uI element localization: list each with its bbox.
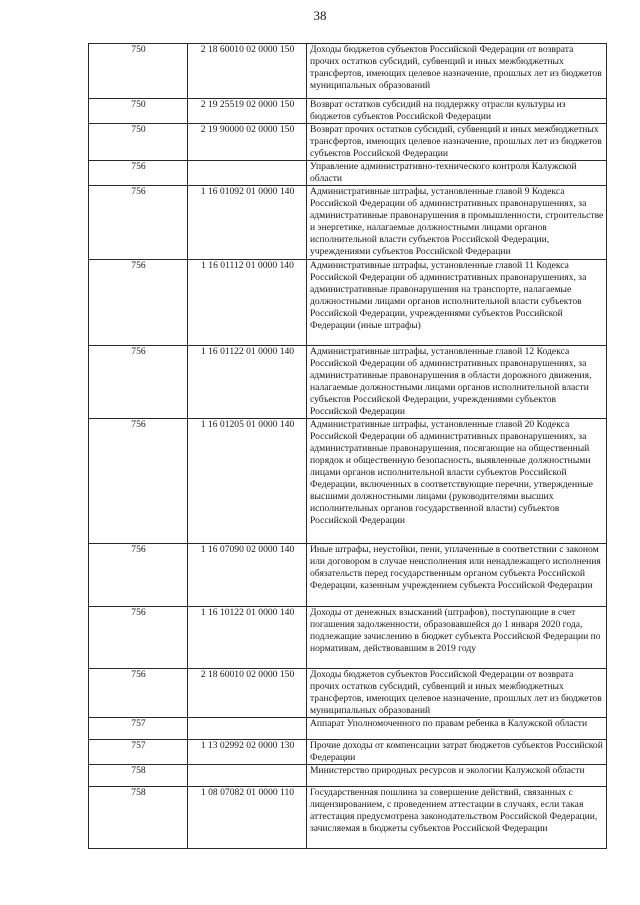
budget-code-cell xyxy=(188,765,307,787)
revenue-name-cell: Доходы бюджетов субъектов Российской Федерации от возврата прочих остатков субсидий, субвенций и иных межбюджетных трансфертов, имеющих целевое назначение, прошлых лет из бюджетов муниципальных образований xyxy=(307,669,607,718)
table-row xyxy=(89,99,607,124)
admin-code-cell: 756 xyxy=(89,607,188,669)
admin-code-cell: 758 xyxy=(89,765,188,787)
budget-code-cell: 2 19 90000 02 0000 150 xyxy=(188,124,307,161)
revenue-name-cell: Иные штрафы, неустойки, пени, уплаченные в соответствии с законом или договором в случае неисполнения или ненадлежащего исполнения обязательств перед государственным органом субъекта Российской Федерации, казенным учреждением субъекта Российской Федерации xyxy=(307,544,607,607)
admin-code-cell: 756 xyxy=(89,186,188,260)
revenue-name-cell: Управление административно-технического контроля Калужской области xyxy=(307,161,607,186)
table-row xyxy=(89,740,607,765)
revenue-name-cell: Административные штрафы, установленные главой 12 Кодекса Российской Федерации об административных правонарушениях, за административные правонарушения в области дорожного движения, налагаемые должностными лицами органов исполнительной власти субъектов Российской Федерации, учреждениями субъектов Российской Федерации xyxy=(307,346,607,419)
budget-code-cell: 2 19 25519 02 0000 150 xyxy=(188,99,307,124)
admin-code-cell: 756 xyxy=(89,346,188,419)
table-row xyxy=(89,765,607,787)
admin-code-cell: 756 xyxy=(89,260,188,346)
budget-code-cell: 1 16 01122 01 0000 140 xyxy=(188,346,307,419)
revenue-codes-table xyxy=(88,43,607,849)
admin-code-cell: 757 xyxy=(89,740,188,765)
budget-code-cell: 1 16 07090 02 0000 140 xyxy=(188,544,307,607)
revenue-name-cell: Возврат остатков субсидий на поддержку отрасли культуры из бюджетов субъектов Российской Федерации xyxy=(307,99,607,124)
revenue-name-cell: Административные штрафы, установленные главой 11 Кодекса Российской Федерации об административных правонарушениях, за административные правонарушения на транспорте, налагаемые должностными лицами органов исполнительной власти субъектов Российской Федерации, учреждениями субъектов Российской Федерации (иные штрафы) xyxy=(307,260,607,346)
budget-code-cell: 2 18 60010 02 0000 150 xyxy=(188,44,307,99)
admin-code-cell: 757 xyxy=(89,718,188,740)
revenue-name-cell: Административные штрафы, установленные главой 9 Кодекса Российской Федерации об административных правонарушениях, за административные правонарушения в промышленности, строительстве и энергетике, налагаемые должностными лицами органов исполнительной власти субъектов Российской Федерации, учреждениями субъектов Российской Федерации xyxy=(307,186,607,260)
page-number: 38 xyxy=(313,8,327,23)
table-row xyxy=(89,346,607,419)
revenue-name-cell: Доходы бюджетов субъектов Российской Федерации от возврата прочих остатков субсидий, субвенций и иных межбюджетных трансфертов, имеющих целевое назначение, прошлых лет из бюджетов муниципальных образований xyxy=(307,44,607,99)
admin-code-cell: 756 xyxy=(89,419,188,544)
table-row xyxy=(89,544,607,607)
revenue-name-cell: Возврат прочих остатков субсидий, субвенций и иных межбюджетных трансфертов, имеющих целевое назначение, прошлых лет из бюджетов субъектов Российской Федерации xyxy=(307,124,607,161)
budget-code-cell: 1 16 01112 01 0000 140 xyxy=(188,260,307,346)
table-row xyxy=(89,718,607,740)
budget-code-cell: 1 08 07082 01 0000 110 xyxy=(188,787,307,849)
table-row xyxy=(89,44,607,99)
revenue-name-cell: Административные штрафы, установленные главой 20 Кодекса Российской Федерации об административных правонарушениях, за административные правонарушения, посягающие на общественный порядок и общественную безопасность, выявленные должностными лицами органов исполнительной власти субъектов Российской Федерации, включенных в соответствующие перечни, утвержденные высшими должностными лицами (руководителями высших исполнительных органов государственной власти) субъектов Российской Федерации xyxy=(307,419,607,544)
table-row xyxy=(89,419,607,544)
table-row xyxy=(89,186,607,260)
budget-code-cell xyxy=(188,161,307,186)
budget-code-cell: 1 13 02992 02 0000 130 xyxy=(188,740,307,765)
table-row xyxy=(89,124,607,161)
budget-code-cell: 1 16 01205 01 0000 140 xyxy=(188,419,307,544)
table-row xyxy=(89,669,607,718)
admin-code-cell: 756 xyxy=(89,544,188,607)
table-row xyxy=(89,787,607,849)
revenue-name-cell: Аппарат Уполномоченного по правам ребенка в Калужской области xyxy=(307,718,607,740)
admin-code-cell: 758 xyxy=(89,787,188,849)
admin-code-cell: 756 xyxy=(89,161,188,186)
admin-code-cell: 756 xyxy=(89,669,188,718)
table-row xyxy=(89,161,607,186)
table-row xyxy=(89,260,607,346)
admin-code-cell: 750 xyxy=(89,44,188,99)
revenue-name-cell: Министерство природных ресурсов и экологии Калужской области xyxy=(307,765,607,787)
budget-code-cell: 1 16 01092 01 0000 140 xyxy=(188,186,307,260)
table-row xyxy=(89,607,607,669)
budget-code-cell: 1 16 10122 01 0000 140 xyxy=(188,607,307,669)
budget-code-cell: 2 18 60010 02 0000 150 xyxy=(188,669,307,718)
revenue-name-cell: Доходы от денежных взысканий (штрафов), поступающие в счет погашения задолженности, образовавшейся до 1 января 2020 года, подлежащие зачислению в бюджет субъекта Российской Федерации по нормативам, действовавшим в 2019 году xyxy=(307,607,607,669)
revenue-name-cell: Государственная пошлина за совершение действий, связанных с лицензированием, с проведением аттестации в случаях, если такая аттестация предусмотрена законодательством Российской Федерации, зачисляемая в бюджеты субъектов Российской Федерации xyxy=(307,787,607,849)
admin-code-cell: 750 xyxy=(89,99,188,124)
admin-code-cell: 750 xyxy=(89,124,188,161)
budget-code-cell xyxy=(188,718,307,740)
revenue-name-cell: Прочие доходы от компенсации затрат бюджетов субъектов Российской Федерации xyxy=(307,740,607,765)
